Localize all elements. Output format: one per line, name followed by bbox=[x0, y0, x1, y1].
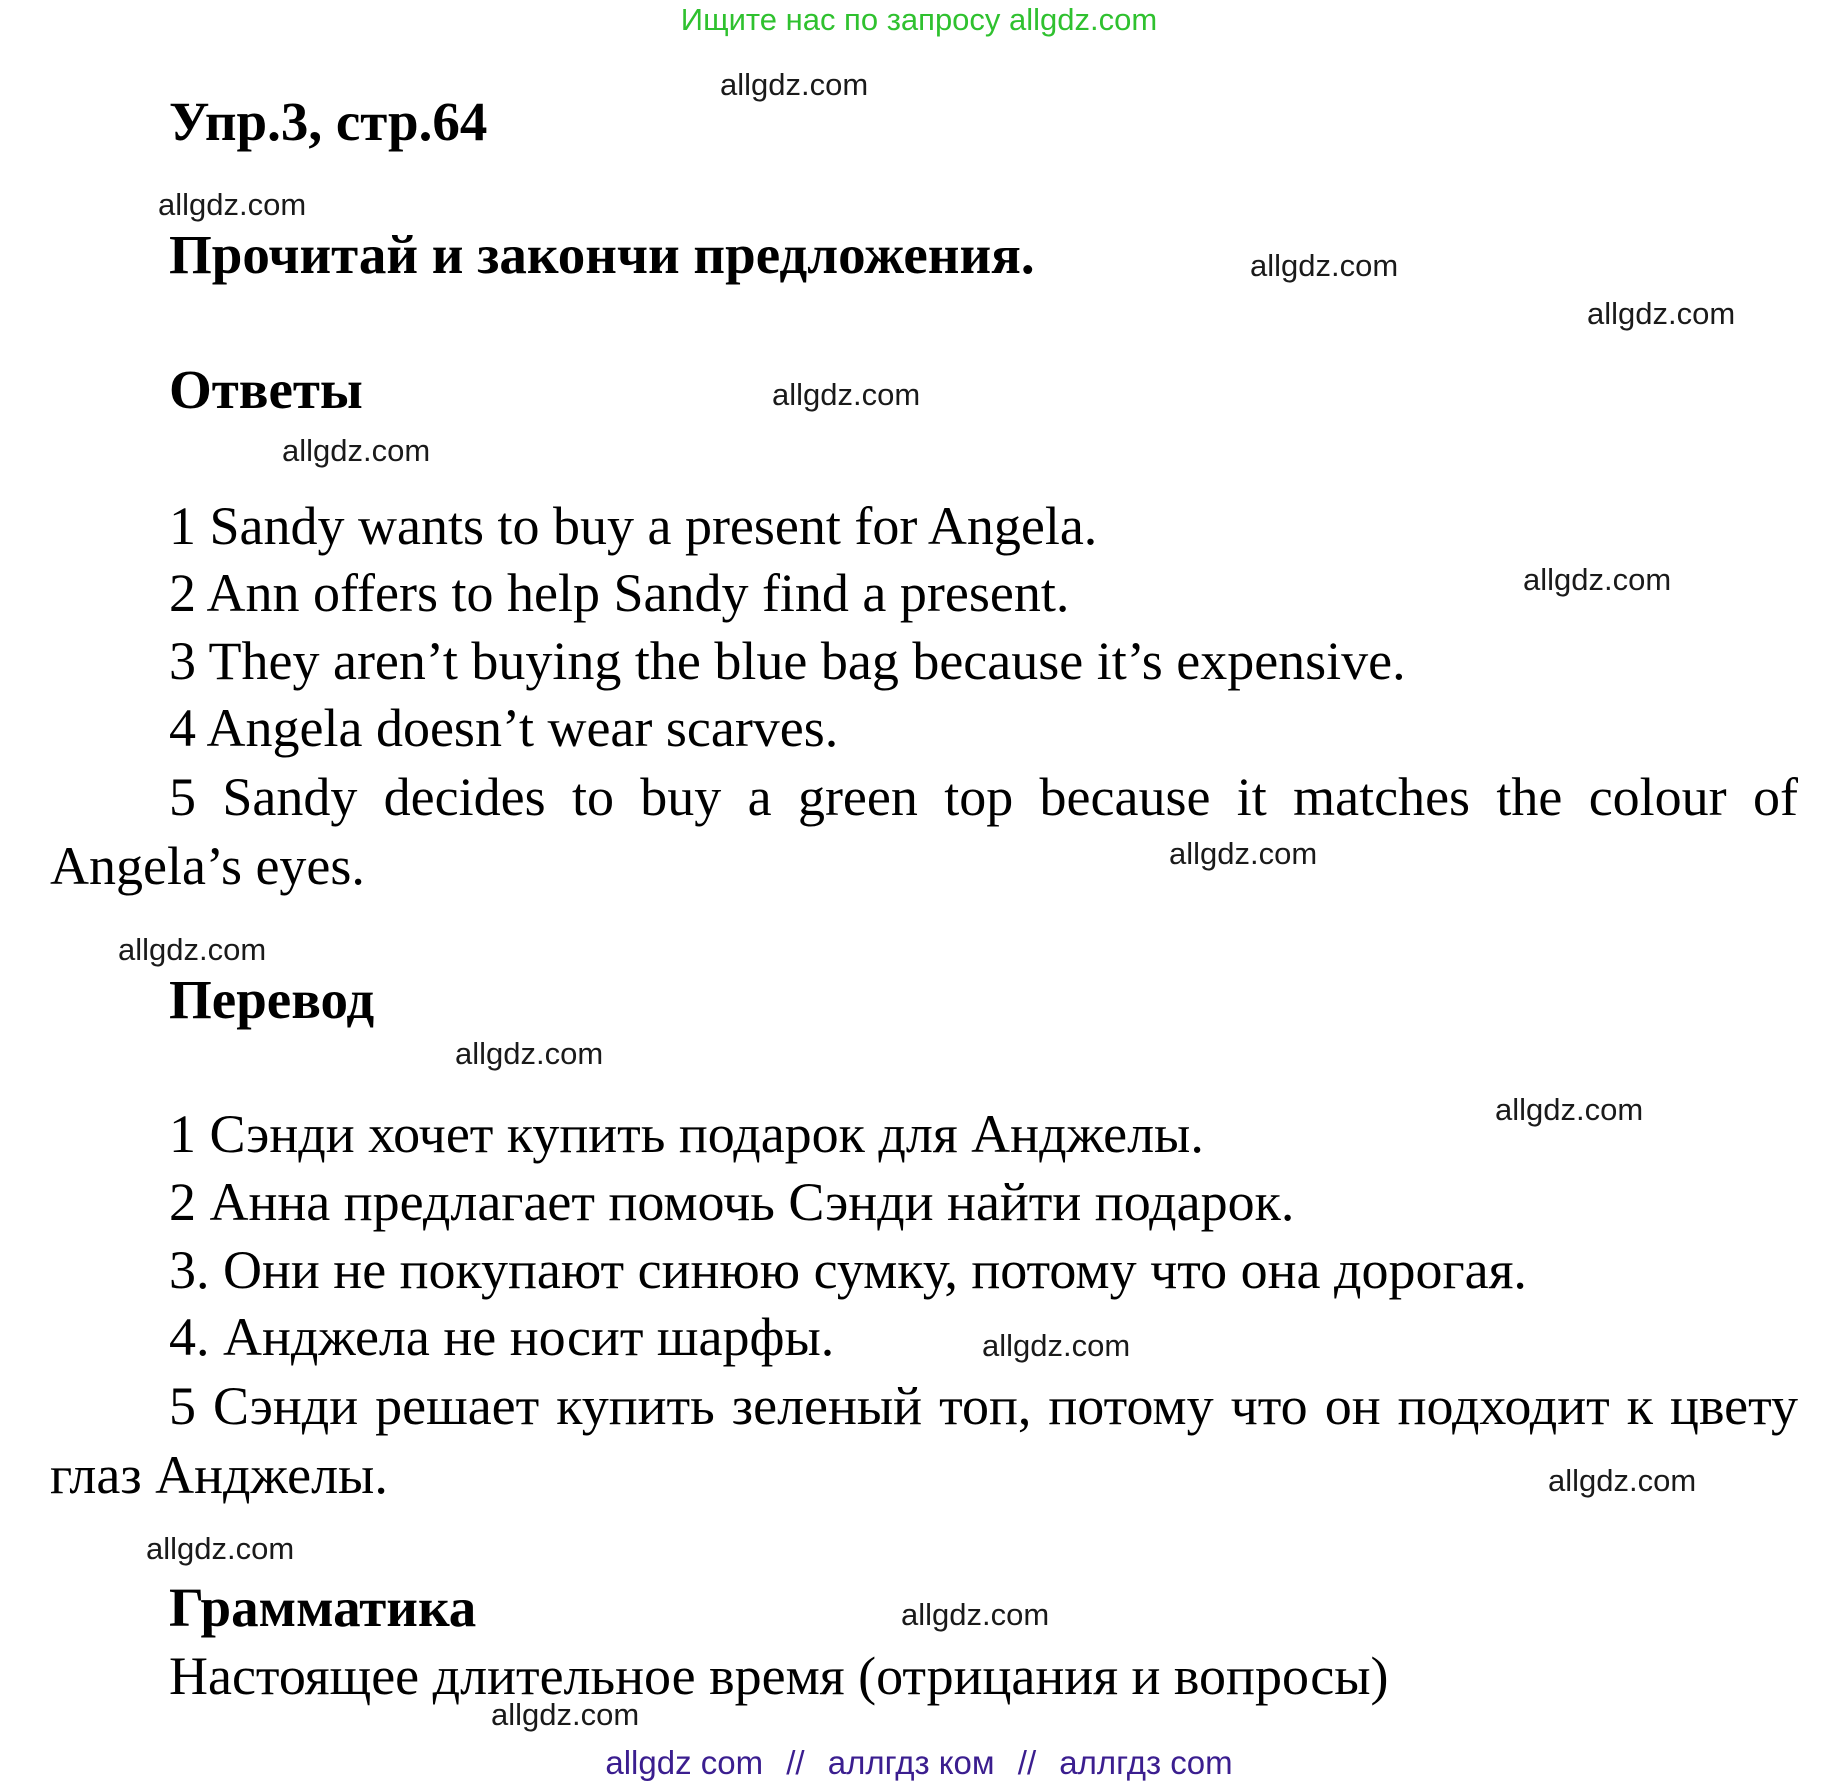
watermark: allgdz.com bbox=[491, 1697, 640, 1732]
watermark: allgdz.com bbox=[1495, 1092, 1644, 1127]
footer-separator: // bbox=[786, 1744, 805, 1781]
footer-link[interactable]: аллгдз ком bbox=[827, 1744, 995, 1781]
watermark: allgdz.com bbox=[1523, 562, 1672, 597]
translation-item: 4. Анджела не носит шарфы. bbox=[169, 1307, 835, 1367]
task-instruction: Прочитай и закончи предложения. bbox=[169, 224, 1035, 285]
watermark: allgdz.com bbox=[158, 187, 307, 222]
footer-links bbox=[0, 1744, 1838, 1782]
watermark: allgdz.com bbox=[1169, 836, 1318, 871]
watermark: allgdz.com bbox=[720, 67, 869, 102]
footer-separator: // bbox=[1017, 1744, 1037, 1781]
translation-heading: Перевод bbox=[169, 969, 375, 1030]
answer-item: 2 Ann offers to help Sandy find a present. bbox=[169, 563, 1070, 623]
translation-item: 3. Они не покупают синюю сумку, потому что она дорогая. bbox=[169, 1240, 1527, 1300]
watermark: allgdz.com bbox=[455, 1036, 604, 1071]
translation-item: 5 Сэнди решает купить зеленый топ, потому что он подходит к цвету глаз Анджелы. bbox=[50, 1376, 1798, 1505]
exercise-title: Упр.3, стр.64 bbox=[169, 91, 488, 152]
answer-item: 5 Sandy decides to buy a green top because it matches the colour of Angela’s eyes. bbox=[50, 767, 1798, 896]
watermark: allgdz.com bbox=[1548, 1463, 1697, 1498]
search-hint-banner: Ищите нас по запросу allgdz.com bbox=[680, 2, 1158, 37]
watermark: allgdz.com bbox=[118, 932, 267, 967]
footer-link[interactable]: allgdz com bbox=[605, 1744, 764, 1781]
grammar-heading: Грамматика bbox=[169, 1577, 477, 1638]
translation-item: 2 Анна предлагает помочь Сэнди найти подарок. bbox=[169, 1172, 1295, 1232]
watermark: allgdz.com bbox=[1250, 248, 1399, 283]
grammar-topic: Настоящее длительное время (отрицания и вопросы) bbox=[169, 1646, 1389, 1706]
watermark: allgdz.com bbox=[282, 433, 431, 468]
watermark: allgdz.com bbox=[772, 377, 921, 412]
watermark: allgdz.com bbox=[901, 1597, 1050, 1632]
answer-item: 1 Sandy wants to buy a present for Angela. bbox=[169, 496, 1098, 556]
answers-heading: Ответы bbox=[169, 359, 363, 420]
watermark: allgdz.com bbox=[982, 1328, 1131, 1363]
watermark: allgdz.com bbox=[146, 1531, 295, 1566]
answer-item: 3 They aren’t buying the blue bag because it’s expensive. bbox=[169, 631, 1406, 691]
footer-link[interactable]: аллгдз com bbox=[1059, 1744, 1233, 1781]
answer-item: 4 Angela doesn’t wear scarves. bbox=[169, 698, 839, 758]
watermark: allgdz.com bbox=[1587, 296, 1736, 331]
translation-item: 1 Сэнди хочет купить подарок для Анджелы. bbox=[169, 1104, 1204, 1164]
